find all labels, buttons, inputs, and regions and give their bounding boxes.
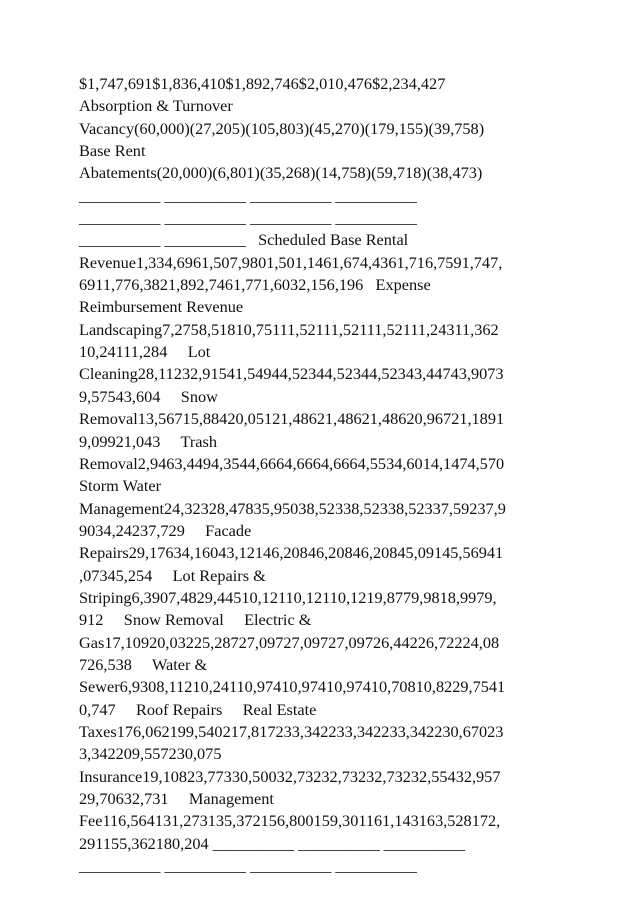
text-line: 9,09921,043 Trash [79,431,217,451]
text-line: 291155,362180,204 __________ __________ __________ [79,833,466,853]
text-line: Taxes176,062199,540217,817233,342233,342233,342230,67023 [79,721,504,741]
text-line: Repairs29,17634,16043,12146,20846,20846,20845,09145,56941 [79,543,504,563]
text-line: Absorption & Turnover [79,96,233,116]
text-line: 10,24111,284 Lot [79,342,211,362]
text-line: __________ __________ __________ __________ [79,856,417,876]
text-line: 9034,24237,729 Facade [79,520,252,540]
text-line: Striping6,3907,4829,44510,12110,12110,1219,8779,9818,9979, [79,587,497,607]
text-line: Gas17,10920,03225,28727,09727,09727,09726,44226,72224,08 [79,632,500,652]
text-line: Management24,32328,47835,95038,52338,52338,52337,59237,9 [79,498,506,518]
text-line: Base Rent [79,141,146,161]
text-line: Abatements(20,000)(6,801)(35,268)(14,758)(59,718)(38,473) [79,163,483,183]
text-line: 29,70632,731 Management [79,789,274,808]
text-line: Reimbursement Revenue [79,297,244,317]
text-line: __________ __________ __________ __________ [79,208,417,228]
text-line: Fee116,564131,273135,372156,800159,301161,143163,528172, [79,811,501,831]
text-line: Removal2,9463,4494,3544,6664,6664,6664,5534,6014,1474,570 [79,453,505,473]
text-line: Insurance19,10823,77330,50032,73232,73232,73232,55432,957 [79,766,501,786]
text-line: Storm Water [79,476,162,496]
text-line: Removal13,56715,88420,05121,48621,48621,48620,96721,1891 [79,409,505,429]
text-line: __________ __________ Scheduled Base Rental [79,230,409,250]
text-line: Vacancy(60,000)(27,205)(105,803)(45,270)(179,155)(39,758) [79,118,485,138]
text-line: Cleaning28,11232,91541,54944,52344,52344,52343,44743,9073 [79,364,504,384]
text-line: $1,747,691$1,836,410$1,892,746$2,010,476$2,234,427 [79,74,446,93]
text-line: 6911,776,3821,892,7461,771,6032,156,196 Expense [79,275,431,295]
text-line: 9,57543,604 Snow [79,386,218,406]
text-line: 3,342209,557230,075 [79,744,222,764]
text-line: ,07345,254 Lot Repairs & [79,565,266,585]
text-line: Sewer6,9308,11210,24110,97410,97410,97410,70810,8229,7541 [79,677,506,697]
text-line: 912 Snow Removal Electric & [79,610,312,630]
text-line: Revenue1,334,6961,507,9801,501,1461,674,4361,716,7591,747, [79,252,503,272]
text-line: __________ __________ __________ __________ [79,185,417,205]
document-page [79,73,559,877]
text-line: 726,538 Water & [79,654,208,674]
text-line: Landscaping7,2758,51810,75111,52111,52111,52111,24311,362 [79,319,499,339]
text-line: 0,747 Roof Repairs Real Estate [79,699,317,719]
